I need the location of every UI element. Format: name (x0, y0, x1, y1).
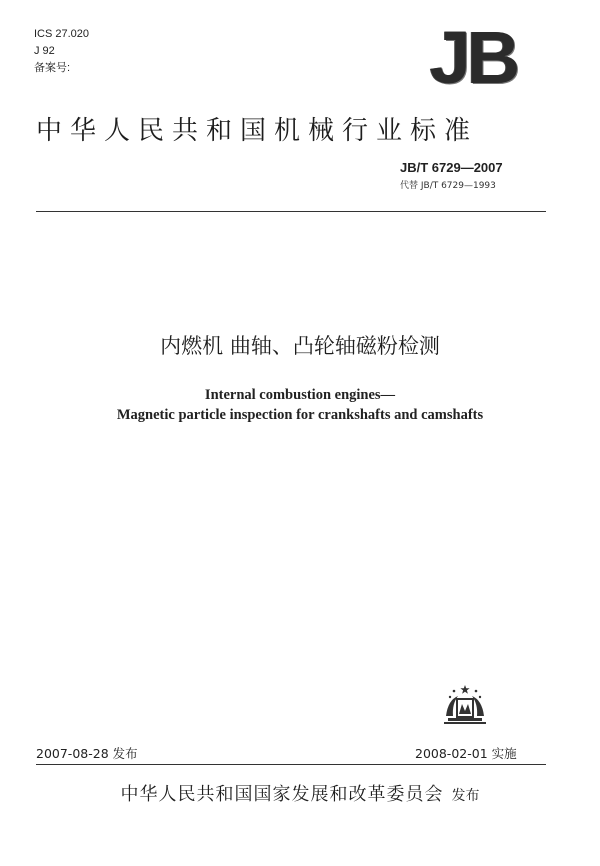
issue-label: 发布 (451, 788, 480, 804)
bottom-divider (36, 764, 546, 765)
issuer-line (0, 780, 600, 806)
issuing-authority: 中华人民共和国国家发展和改革委员会 (120, 784, 444, 805)
record-number: 备案号: (34, 62, 71, 74)
jb-logo: JB (429, 15, 517, 99)
replaces-standard: 代替 JB/T 6729—1993 (400, 181, 496, 191)
top-divider (36, 211, 546, 212)
ics-code: ICS 27.020 (34, 28, 90, 40)
publish-date: 2007-08-28 发布 (36, 746, 138, 761)
industry-standard-title: 中华人民共和国机械行业标准 (36, 116, 479, 146)
document-title-cn: 内燃机 曲轴、凸轮轴磁粉检测 (160, 334, 440, 358)
publisher-emblem-icon (440, 682, 490, 726)
document-title-en-line2: Magnetic particle inspection for crankshafts and camshafts (116, 407, 484, 423)
implement-date: 2008-02-01 实施 (415, 746, 517, 761)
ccs-code: J 92 (34, 45, 55, 57)
standard-number: JB/T 6729—2007 (400, 160, 503, 175)
document-title-en-line1: Internal combustion engines— (204, 387, 396, 403)
